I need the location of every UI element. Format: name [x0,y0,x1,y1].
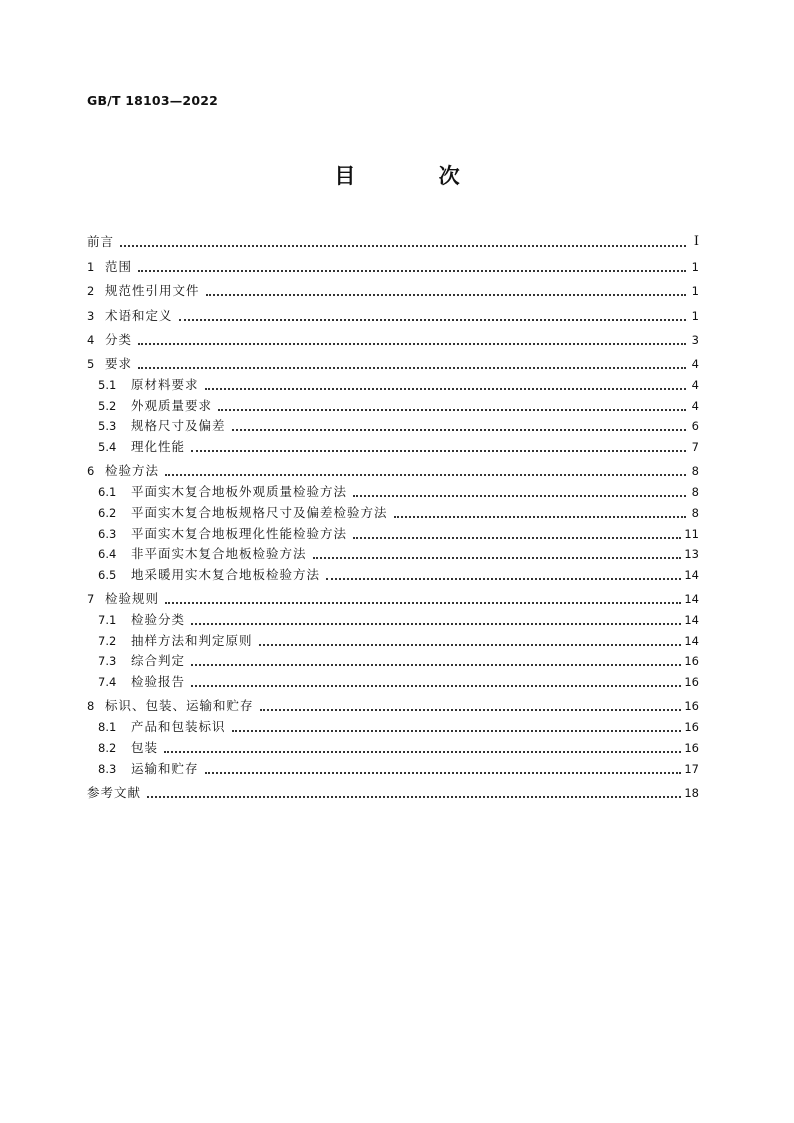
toc-entry-label: 理化性能 [131,439,186,455]
toc-subsection-entry[interactable] [87,607,699,628]
dot-leader [191,663,681,666]
toc-entry-label: 检验报告 [131,674,186,690]
dot-leader [218,408,686,411]
toc-entry-page-number: 14 [684,613,699,627]
toc-entry-number: 5.2 [98,398,117,413]
toc-entry-number: 8.1 [98,720,117,735]
toc-entry-label: 平面实木复合地板理化性能检验方法 [131,525,348,541]
toc-entry-page-number: 13 [684,547,699,562]
dot-leader [138,342,686,345]
toc-entry-page-number: 14 [684,633,699,648]
toc-entry-label: 检验规则 [105,591,160,607]
toc-entry-page-number: 11 [684,526,699,541]
toc-subsection-entry[interactable] [87,479,699,500]
toc-entry-page-number: 7 [691,440,699,455]
toc-entry-page-number: 14 [684,567,699,582]
toc-subsection-entry[interactable] [87,434,699,455]
toc-entry-label: 分类 [105,331,133,347]
toc-entry-label: 外观质量要求 [131,397,213,413]
dot-leader [353,494,686,497]
toc-entry-page-number: 4 [691,398,699,413]
toc-entry-page-number: Ⅰ [693,234,699,250]
toc-entry-number: 5 [87,357,95,372]
dot-leader [232,729,682,732]
toc-entry-page-number: 17 [684,761,699,776]
table-of-contents [87,226,699,801]
document-code: GB/T 18103—2022 [87,93,219,108]
dot-leader [191,684,681,687]
toc-section-entry[interactable] [87,324,699,348]
toc-entry-label: 术语和定义 [105,307,173,323]
toc-entry-label: 非平面实木复合地板检验方法 [131,546,307,562]
toc-entry-number: 7.4 [98,675,117,690]
toc-entry-page-number: 1 [691,308,699,323]
toc-entry-number: 5.1 [98,378,117,393]
dot-leader [120,244,686,247]
dot-leader [147,795,681,798]
page-title: 目 次 [334,164,498,188]
dot-leader [326,577,681,580]
dot-leader [353,536,681,539]
toc-entry-label: 规格尺寸及偏差 [131,418,226,434]
toc-entry-label: 产品和包装标识 [131,719,226,735]
toc-subsection-entry[interactable] [87,500,699,521]
toc-entry-page-number: 8 [691,464,699,479]
dot-leader [206,293,686,296]
dot-leader [165,473,686,476]
toc-entry-number: 6.2 [98,505,117,520]
toc-section-entry[interactable] [87,583,699,607]
toc-entry-number: 7.1 [98,613,117,627]
toc-subsection-entry[interactable] [87,372,699,393]
toc-entry-number: 8.2 [98,740,117,755]
toc-entry-label: 检验方法 [105,463,160,479]
toc-entry-label: 运输和贮存 [131,760,199,776]
toc-entry-number: 6.1 [98,485,117,500]
toc-entry-label: 前言 [87,234,115,250]
toc-section-entry[interactable] [87,348,699,372]
toc-entry-label: 平面实木复合地板规格尺寸及偏差检验方法 [131,504,388,520]
dot-leader [313,556,682,559]
toc-subsection-entry[interactable] [87,414,699,435]
toc-subsection-entry[interactable] [87,628,699,649]
toc-entry-page-number: 8 [691,485,699,500]
toc-entry-label: 参考文献 [87,784,142,800]
dot-leader [191,622,681,625]
toc-entry-number: 2 [87,284,95,299]
dot-leader [138,366,686,369]
toc-subsection-entry[interactable] [87,756,699,777]
toc-subsection-entry[interactable] [87,562,699,583]
toc-entry-number: 6.5 [98,567,117,582]
toc-entry-number: 3 [87,308,95,323]
toc-entry-label: 抽样方法和判定原则 [131,632,253,648]
toc-entry-page-number: 1 [691,259,699,274]
toc-entry-number: 8 [87,699,95,714]
toc-entry-page-number: 16 [684,654,699,669]
toc-entry-label: 要求 [105,356,133,372]
dot-leader [179,318,686,321]
toc-subsection-entry[interactable] [87,649,699,670]
toc-entry-label: 综合判定 [131,653,186,669]
toc-entry-page-number: 18 [684,785,699,800]
toc-subsection-entry[interactable] [87,714,699,735]
toc-entry-page-number: 16 [684,675,699,690]
toc-subsection-entry[interactable] [87,669,699,690]
toc-entry-page-number: 16 [684,740,699,755]
toc-entry-page-number: 14 [684,592,699,607]
toc-subsection-entry[interactable] [87,542,699,563]
toc-entry-page-number: 3 [691,332,699,347]
dot-leader [232,428,686,431]
toc-entry-label: 地采暖用实木复合地板检验方法 [131,566,321,582]
toc-entry-number: 7.2 [98,633,117,648]
toc-entry-page-number: 16 [684,720,699,735]
toc-subsection-entry[interactable] [87,521,699,542]
toc-section-entry[interactable] [87,455,699,479]
dot-leader [259,643,682,646]
toc-section-entry[interactable] [87,777,699,801]
toc-subsection-entry[interactable] [87,735,699,756]
toc-subsection-entry[interactable] [87,393,699,414]
dot-leader [394,515,686,518]
toc-entry-number: 5.4 [98,440,117,455]
toc-section-entry[interactable] [87,226,699,250]
toc-entry-label: 平面实木复合地板外观质量检验方法 [131,484,348,500]
dot-leader [164,750,681,753]
toc-entry-number: 5.3 [98,419,117,434]
toc-entry-number: 8.3 [98,761,117,776]
toc-entry-label: 包装 [131,739,159,755]
toc-entry-label: 检验分类 [131,612,186,627]
toc-entry-number: 7 [87,592,95,607]
toc-entry-page-number: 4 [691,357,699,372]
toc-entry-number: 6 [87,464,95,479]
dot-leader [205,771,682,774]
toc-section-entry[interactable] [87,250,699,274]
dot-leader [138,269,686,272]
toc-entry-page-number: 16 [684,699,699,714]
toc-entry-number: 4 [87,332,95,347]
toc-entry-page-number: 6 [691,419,699,434]
toc-entry-number: 6.3 [98,526,117,541]
dot-leader [191,449,686,452]
toc-section-entry[interactable] [87,299,699,323]
toc-entry-label: 规范性引用文件 [105,283,200,299]
toc-section-entry[interactable] [87,275,699,299]
toc-entry-number: 6.4 [98,547,117,562]
dot-leader [260,708,682,711]
toc-entry-page-number: 1 [691,284,699,299]
dot-leader [205,387,686,390]
toc-entry-page-number: 8 [691,505,699,520]
toc-section-entry[interactable] [87,690,699,714]
toc-entry-label: 范围 [105,258,133,274]
toc-entry-number: 7.3 [98,654,117,669]
dot-leader [165,601,681,604]
toc-entry-label: 原材料要求 [131,377,199,393]
toc-entry-page-number: 4 [691,378,699,393]
toc-entry-label: 标识、包装、运输和贮存 [105,698,254,714]
toc-entry-number: 1 [87,259,95,274]
